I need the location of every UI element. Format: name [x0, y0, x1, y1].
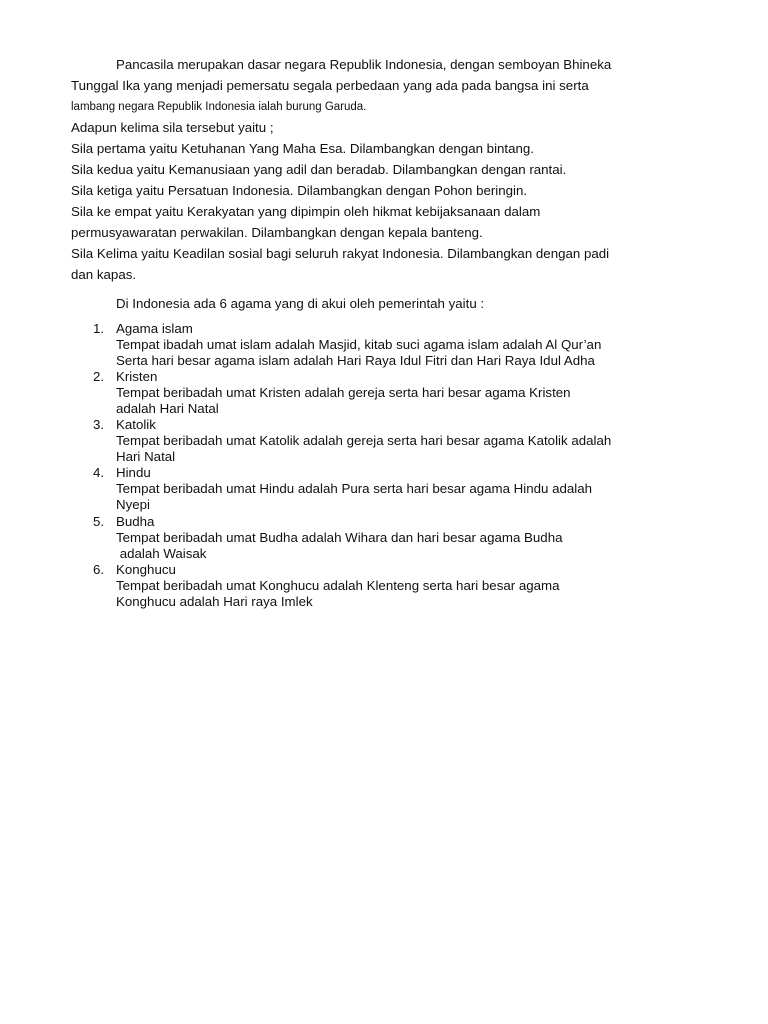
sila-4-line-1: Sila ke empat yaitu Kerakyatan yang dipimpin oleh hikmat kebijaksanaan dalam [71, 204, 541, 219]
intro-line-2: Tunggal Ika yang menjadi pemersatu segala perbedaan yang ada pada bangsa ini serta [71, 78, 589, 93]
sila-1: Sila pertama yaitu Ketuhanan Yang Maha Esa. Dilambangkan dengan bintang. [71, 141, 535, 156]
intro-line-3: lambang negara Republik Indonesia ialah burung Garuda. [71, 101, 367, 113]
list-item-title: Agama islam [116, 321, 193, 336]
sila-4-line-2: permusyawaratan perwakilan. Dilambangkan dengan kepala banteng. [71, 225, 483, 240]
list-item-title: Budha [116, 514, 155, 529]
sila-5-line-1: Sila Kelima yaitu Keadilan sosial bagi seluruh rakyat Indonesia. Dilambangkan dengan padi [71, 246, 610, 261]
list-item-desc: Nyepi [116, 497, 150, 512]
list-item-desc: Hari Natal [116, 449, 176, 464]
sila-2: Sila kedua yaitu Kemanusiaan yang adil dan beradab. Dilambangkan dengan rantai. [71, 162, 567, 177]
list-item-desc: Tempat ibadah umat islam adalah Masjid, kitab suci agama islam adalah Al Qur’an [116, 337, 602, 352]
sila-heading: Adapun kelima sila tersebut yaitu ; [71, 120, 274, 135]
intro-line-1: Pancasila merupakan dasar negara Republik Indonesia, dengan semboyan Bhineka [116, 57, 612, 72]
list-item-desc: Tempat beribadah umat Katolik adalah gereja serta hari besar agama Katolik adalah [116, 433, 612, 448]
sila-5-line-2: dan kapas. [71, 267, 137, 282]
list-item-title: Konghucu [116, 562, 176, 577]
list-item-desc: Tempat beribadah umat Hindu adalah Pura serta hari besar agama Hindu adalah [116, 481, 593, 496]
list-item-desc: Tempat beribadah umat Konghucu adalah Klenteng serta hari besar agama [116, 578, 560, 593]
sila-3: Sila ketiga yaitu Persatuan Indonesia. Dilambangkan dengan Pohon beringin. [71, 183, 528, 198]
list-item-title: Hindu [116, 465, 151, 480]
list-item-desc: Konghucu adalah Hari raya Imlek [116, 594, 313, 609]
list-item-title: Kristen [116, 369, 158, 384]
list-item-desc: adalah Hari Natal [116, 401, 219, 416]
list-item-number: 3. [93, 417, 105, 432]
list-item-desc: adalah Waisak [116, 546, 207, 561]
list-item-number: 6. [93, 562, 105, 577]
list-item-desc: Serta hari besar agama islam adalah Hari Raya Idul Fitri dan Hari Raya Idul Adha [116, 353, 595, 368]
list-item-number: 4. [93, 465, 105, 480]
list-item-desc: Tempat beribadah umat Budha adalah Wihara dan hari besar agama Budha [116, 530, 563, 545]
list-item-title: Katolik [116, 417, 156, 432]
agama-intro: Di Indonesia ada 6 agama yang di akui oleh pemerintah yaitu : [116, 296, 485, 311]
list-item-desc: Tempat beribadah umat Kristen adalah gereja serta hari besar agama Kristen [116, 385, 571, 400]
list-item-number: 1. [93, 321, 105, 336]
list-item-number: 2. [93, 369, 105, 384]
list-item-number: 5. [93, 514, 105, 529]
